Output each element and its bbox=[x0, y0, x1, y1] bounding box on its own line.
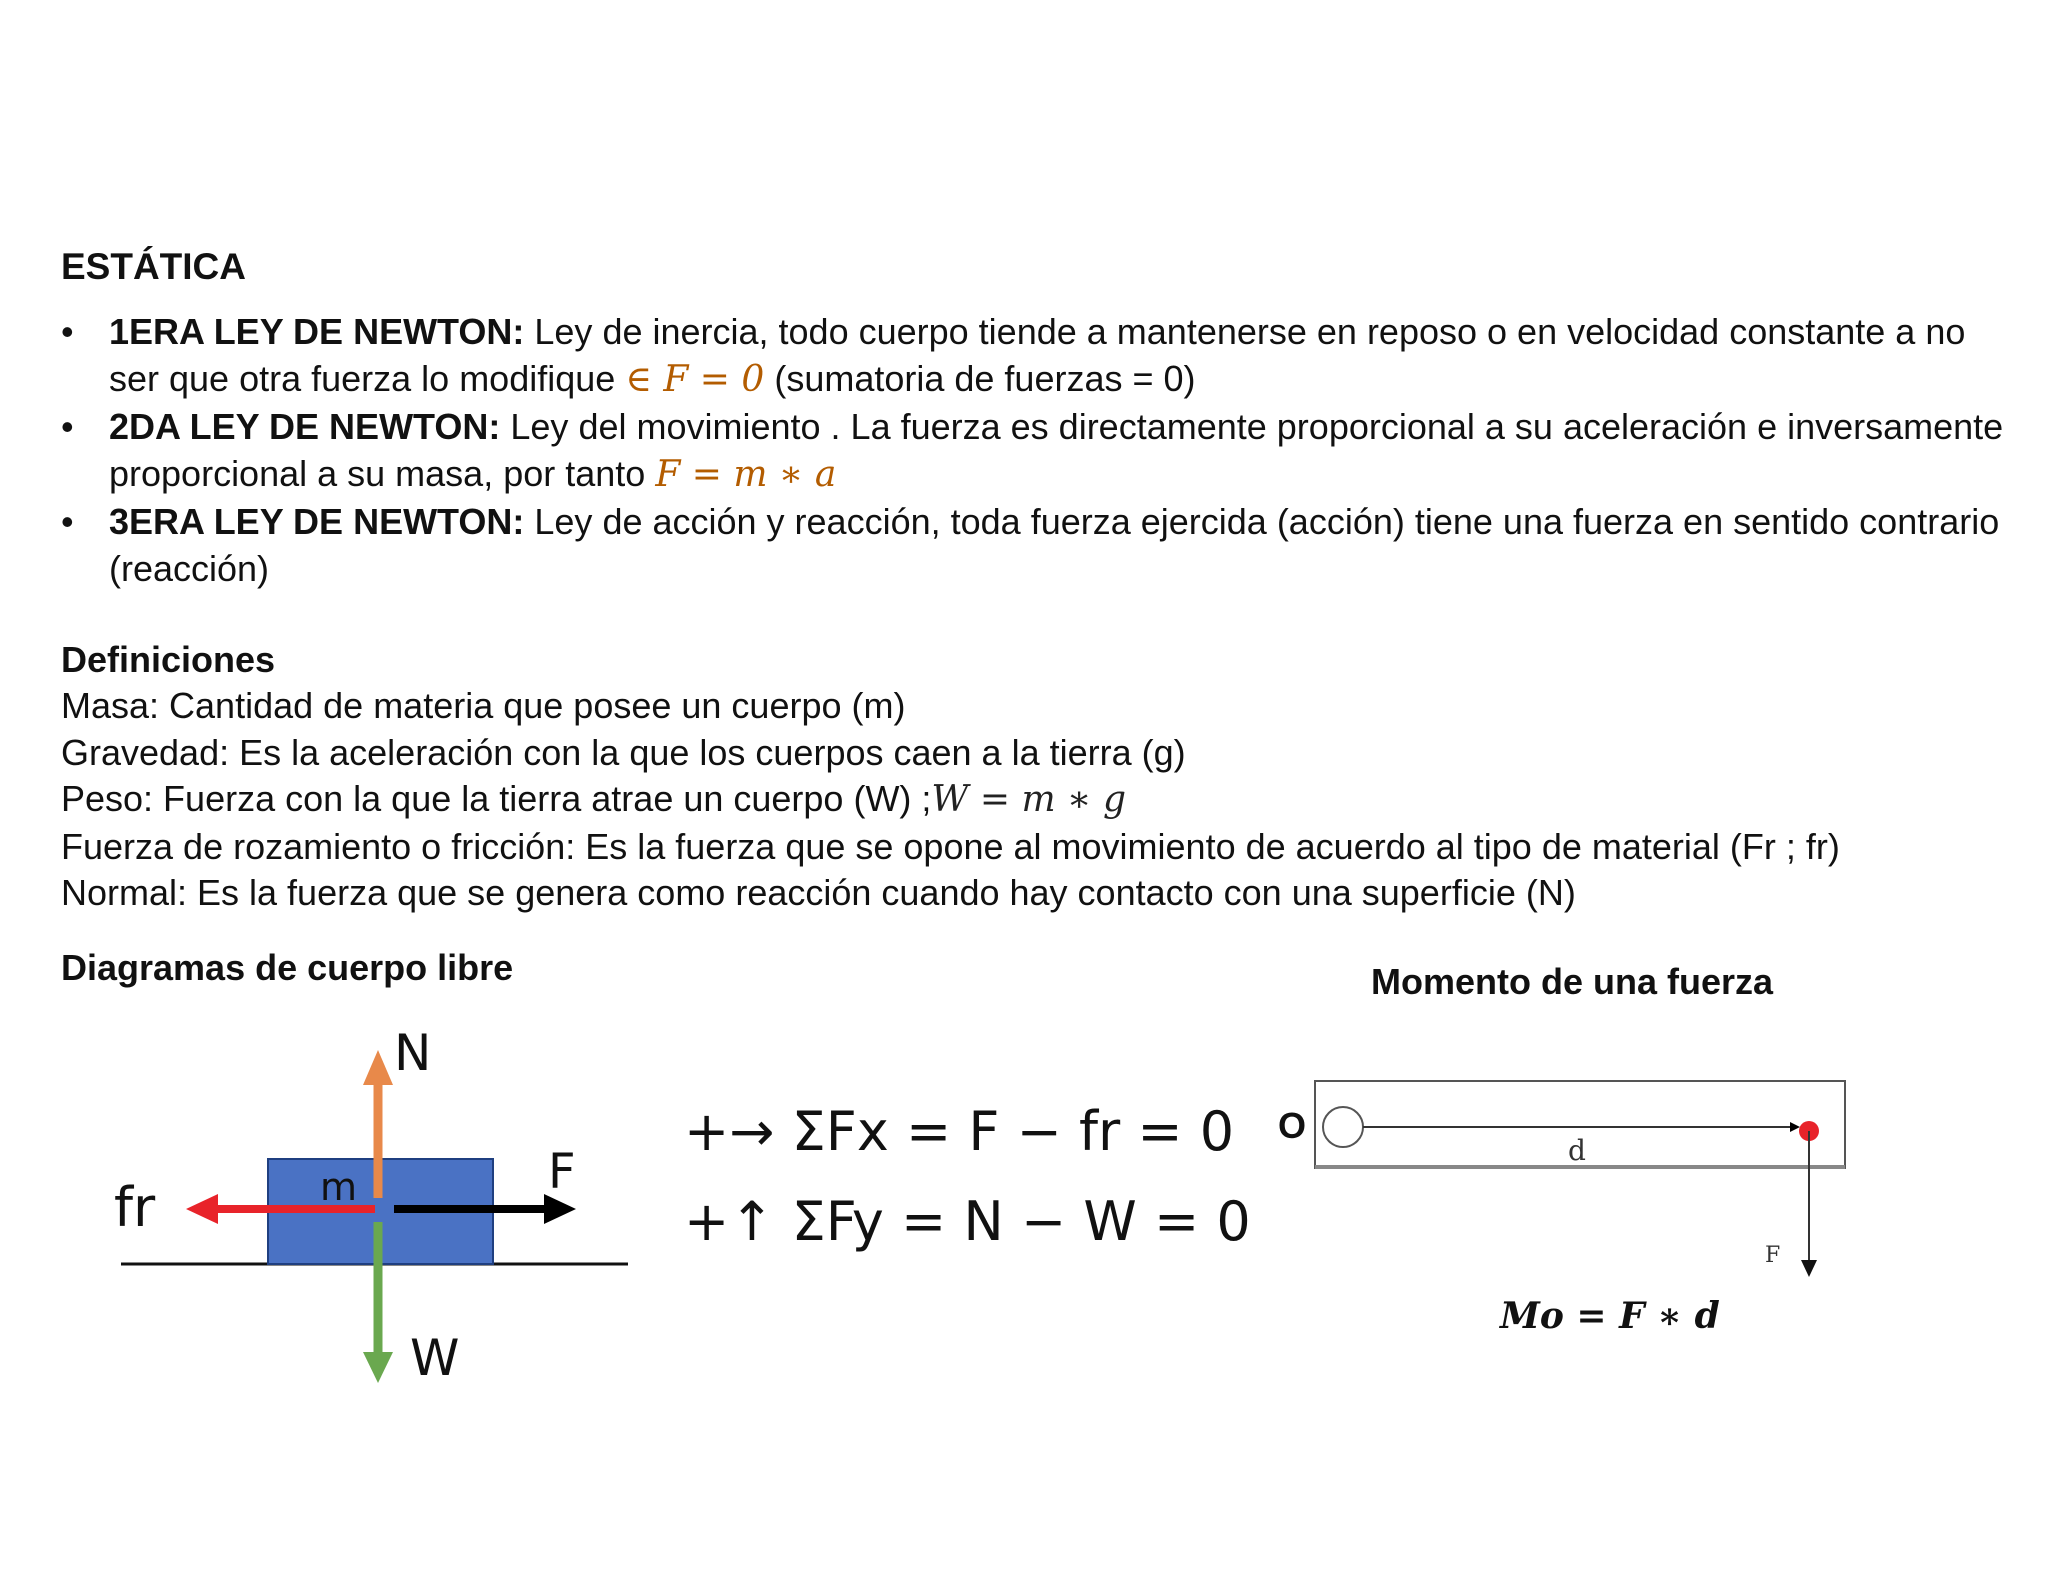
origin-label: O bbox=[1278, 1105, 1307, 1146]
moment-title: Momento de una fuerza bbox=[1371, 961, 1774, 1002]
law-text: Ley del movimiento . La fuerza es directamente proporcional a su aceleración e inversamente proporcional a su masa, por tanto bbox=[109, 406, 2004, 494]
free-body-diagram bbox=[114, 1024, 628, 1387]
normal-arrowhead bbox=[363, 1050, 393, 1085]
distance-label: d bbox=[1568, 1134, 1586, 1167]
equation-sum-x: +→ ΣFx = F − fr = 0 bbox=[684, 1100, 1235, 1163]
weight-arrowhead bbox=[363, 1352, 393, 1383]
definition-text: Gravedad: Es la aceleración con la que los cuerpos caen a la tierra (g) bbox=[61, 731, 1186, 773]
free-body-title: Diagramas de cuerpo libre bbox=[61, 947, 514, 988]
law-text: Ley de acción y reacción, toda fuerza ejercida (acción) tiene una fuerza en sentido contrario (reacción) bbox=[109, 501, 2000, 589]
weight-label: W bbox=[410, 1329, 460, 1387]
law-after: (sumatoria de fuerzas = 0) bbox=[764, 358, 1196, 399]
mass-label: m bbox=[320, 1165, 358, 1209]
moment-force-label: F bbox=[1765, 1243, 1781, 1268]
friction-arrowhead bbox=[186, 1194, 218, 1224]
moment-formula: Mo = F ∗ d bbox=[1500, 1295, 1720, 1337]
definition-text: Fuerza de rozamiento o fricción: Es la fuerza que se opone al movimiento de acuerdo al tipo de material (Fr ; fr) bbox=[61, 825, 1840, 867]
weight-formula: W = m ∗ g bbox=[931, 779, 1127, 820]
law-formula: F = m ∗ a bbox=[655, 454, 837, 495]
bullet: • bbox=[61, 501, 74, 542]
law-title: 1ERA LEY DE NEWTON: bbox=[109, 311, 525, 352]
definition-text: Normal: Es la fuerza que se genera como reacción cuando hay contacto con una superficie (N) bbox=[61, 872, 1576, 913]
equation-sum-y: +↑ ΣFy = N − W = 0 bbox=[684, 1190, 1251, 1253]
definition-text: Masa: Cantidad de materia que posee un cuerpo (m) bbox=[61, 685, 906, 726]
page-title: ESTÁTICA bbox=[61, 246, 246, 287]
law-title: 3ERA LEY DE NEWTON: bbox=[109, 501, 525, 542]
bullet: • bbox=[61, 406, 74, 447]
law-text: Ley de inercia, todo cuerpo tiende a mantenerse en reposo o en velocidad constante a no ser que otra fuerza lo modifique bbox=[109, 311, 1966, 399]
law-title: 2DA LEY DE NEWTON: bbox=[109, 406, 501, 447]
bullet: • bbox=[61, 311, 74, 352]
moment-diagram bbox=[1278, 1081, 1845, 1337]
definition-text: Peso: Fuerza con la que la tierra atrae un cuerpo (W) ; bbox=[61, 778, 932, 819]
normal-label: N bbox=[394, 1024, 432, 1082]
pivot-circle bbox=[1323, 1107, 1363, 1147]
moment-force-arrowhead bbox=[1801, 1260, 1817, 1277]
friction-label: fr bbox=[114, 1176, 156, 1239]
law-formula: ∈ F = 0 bbox=[625, 359, 765, 400]
force-label: F bbox=[548, 1144, 576, 1200]
definitions-title: Definiciones bbox=[61, 639, 276, 680]
